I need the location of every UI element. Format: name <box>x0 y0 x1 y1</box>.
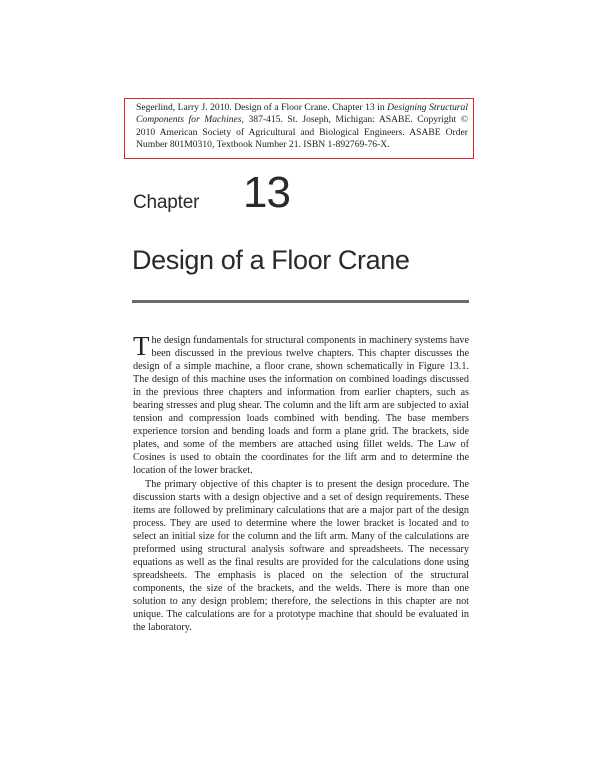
paragraph-1 <box>133 331 469 478</box>
chapter-label: Chapter <box>133 192 200 213</box>
body-text <box>133 331 469 634</box>
paragraph-1-text: he design fundamentals for structural components in machinery systems have been discussed in the previous twelve chapters. This chapter discusses the design of a simple machine, a floor crane, shown schematically in Figure 13.1. The design of this machine uses the information on combined loadings discussed in the previous three chapters and information from earlier chapters, such as bearing stresses and plug shear. The column and the lift arm are subjected to axial tension and compression loads combined with bending. The base members experience torsion and bending loads and form a plane grid. The brackets, side plates, and some of the members are attached using fillet welds. The Law of Cosines is used to obtain the coordinates for the lift arm and to determine the location of the lower bracket. <box>133 335 469 477</box>
citation-text <box>136 102 468 152</box>
chapter-number: 13 <box>243 168 290 217</box>
title-divider <box>132 300 469 303</box>
citation-suffix: 387-415. St. Joseph, Michigan: ASABE. Copyright © 2010 American Society of Agricultural and Biological Engineers. ASABE Order Number 801M0310, Textbook Number 21. ISBN 1-892769-76-X. <box>136 114 468 151</box>
citation-book-title: Designing Structural Components for Machines, <box>136 102 469 126</box>
paragraph-2: The primary objective of this chapter is to present the design procedure. The discussion starts with a design objective and a set of design requirements. These items are followed by preliminary calculations that are a major part of the design process. They are used to determine where the lower bracket is located and to select an initial size for the column and the lift arm. Many of the calculations are preformed using structural analysis software and spreadsheets. The necessary equations as well as the final results are provided for the calculations done using spreadsheets. The emphasis is placed on the selection of the structural components, the size of the brackets, and the welds. There is more than one solution to any design problem; therefore, the selections in this chapter are not unique. The calculations are for a prototype machine that should be evaluated in the laboratory. <box>133 478 469 634</box>
chapter-title: Design of a Floor Crane <box>132 245 410 275</box>
drop-cap: T <box>133 331 150 361</box>
citation-box <box>124 98 474 159</box>
citation-prefix: Segerlind, Larry J. 2010. Design of a Floor Crane. Chapter 13 in <box>136 102 388 113</box>
